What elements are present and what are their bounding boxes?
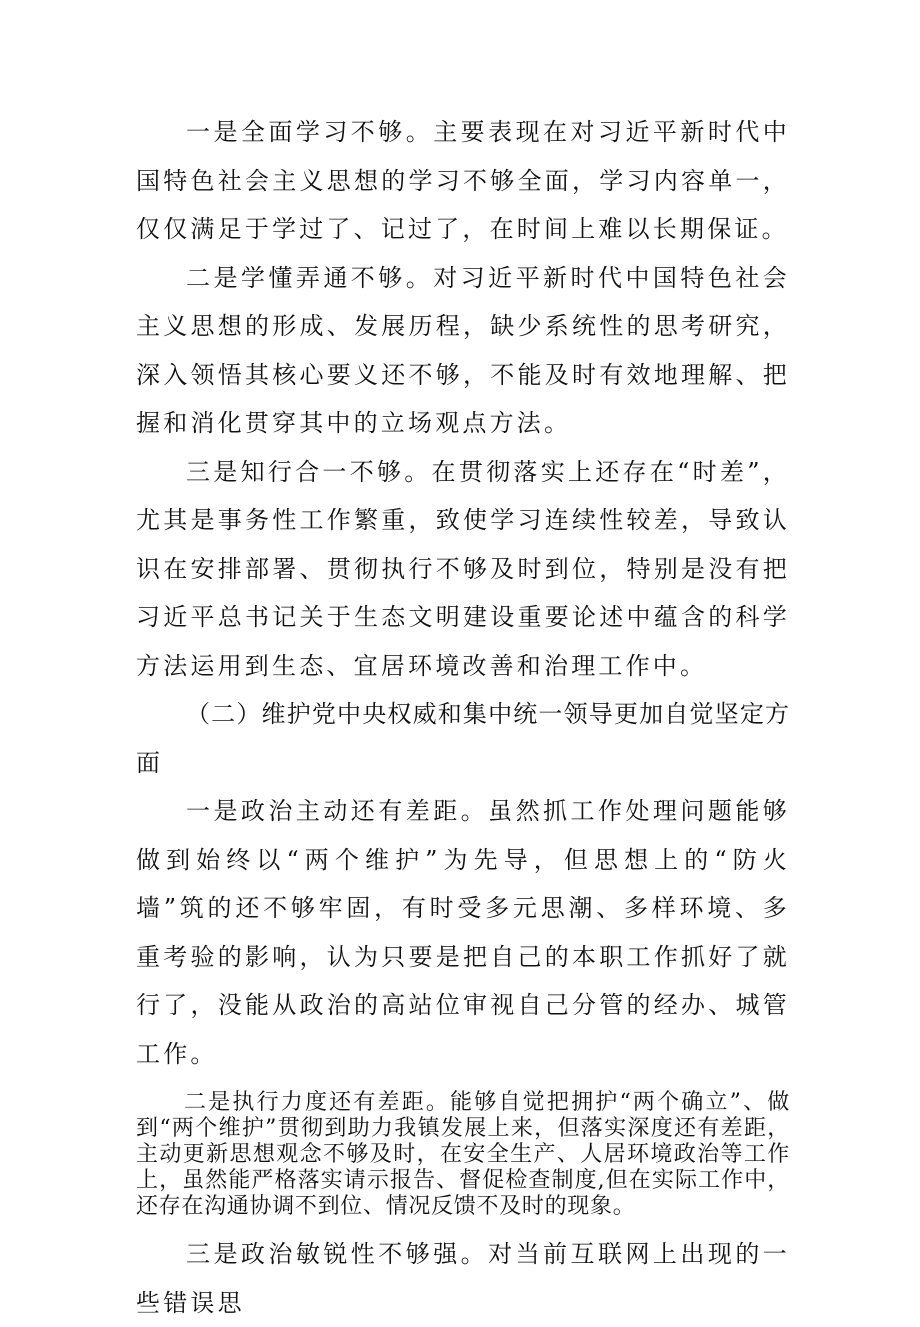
paragraph-execution: 二是执行力度还有差距。能够自觉把拥护“两个确立”、做到“两个维护”贯彻到助力我镇发展上来，但落实深度还有差距，主动更新思想观念不够及时，在安全生产、人居环境政治等工作上，虽然能严格落实请示报告、督促检查制度,但在实际工作中，还存在沟通协调不到位、情况反馈不及时的现象。 xyxy=(136,1090,790,1219)
paragraph-study-comprehensive: 一是全面学习不够。主要表现在对习近平新时代中国特色社会主义思想的学习不够全面，学习内容单一，仅仅满足于学过了、记过了，在时间上难以长期保证。 xyxy=(136,118,790,243)
paragraph-study-understanding: 二是学懂弄通不够。对习近平新时代中国特色社会主义思想的形成、发展历程，缺少系统性的思考研究，深入领悟其核心要义还不够，不能及时有效地理解、把握和消化贯穿其中的立场观点方法。 xyxy=(136,263,790,437)
paragraph-political-initiative: 一是政治主动还有差距。虽然抓工作处理问题能够做到始终以“两个维护”为先导，但思想上的“防火墙”筑的还不够牢固，有时受多元思潮、多样环境、多重考验的影响，认为只要是把自己的本职工作抓好了就行了，没能从政治的高站位审视自己分管的经办、城管工作。 xyxy=(136,797,790,1068)
document-body xyxy=(136,108,790,1327)
section-heading: （二）维护党中央权威和集中统一领导更加自觉坚定方面 xyxy=(136,700,790,777)
paragraph-knowledge-action: 三是知行合一不够。在贯彻落实上还存在“时差”，尤其是事务性工作繁重，致使学习连续性较差，导致认识在安排部署、贯彻执行不够及时到位，特别是没有把习近平总书记关于生态文明建设重要论述中蕴含的科学方法运用到生态、宜居环境改善和治理工作中。 xyxy=(136,457,790,680)
paragraph-political-sensitivity: 三是政治敏锐性不够强。对当前互联网上出现的一些错误思 xyxy=(136,1240,790,1317)
